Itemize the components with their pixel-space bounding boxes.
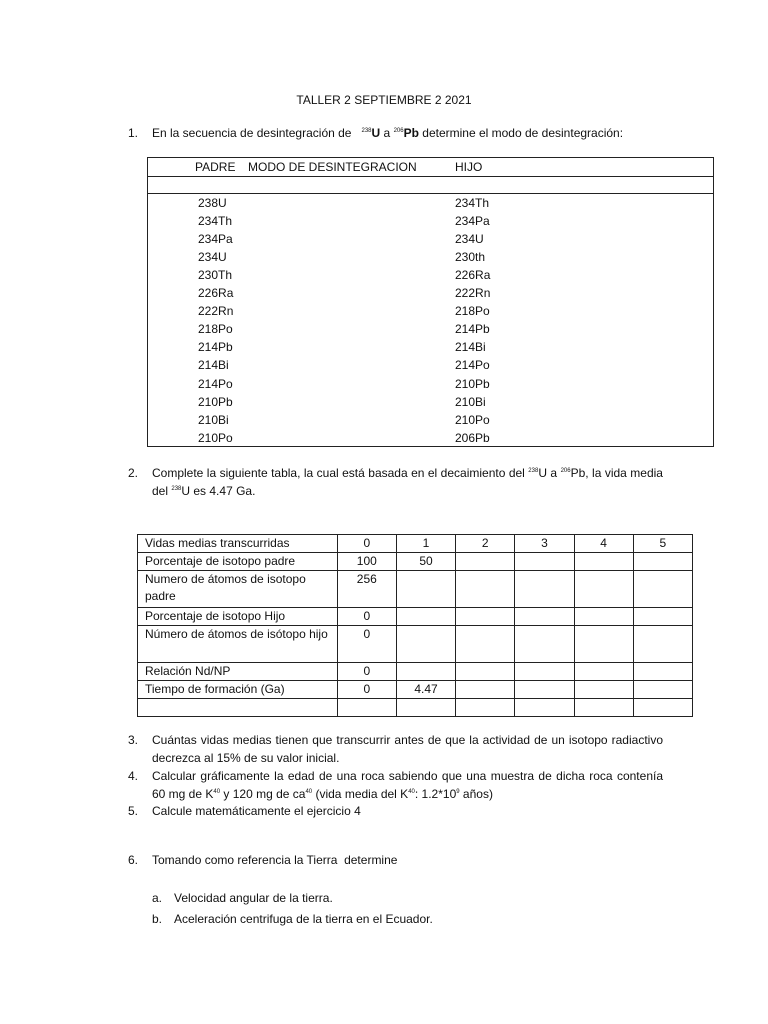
value-cell: 0: [337, 535, 396, 553]
daughter-isotope-cell: 234U: [455, 232, 484, 247]
question-text: (vida media del K: [312, 787, 409, 801]
value-cell: [337, 699, 396, 717]
isotope-mass: 238: [528, 468, 539, 474]
parent-isotope-cell: 238U: [198, 196, 227, 210]
isotope-symbol: U a: [538, 466, 558, 480]
parent-isotope-cell: 230Th: [198, 268, 233, 283]
question-text: y 120 mg de ca: [220, 787, 306, 801]
value-cell: [574, 626, 633, 663]
value-cell: [633, 699, 692, 717]
parent-isotope-cell: 210Bi: [198, 412, 229, 427]
daughter-isotope-cell: 206Pb: [455, 430, 490, 445]
value-cell: [515, 553, 574, 571]
value-cell: 4: [574, 535, 633, 553]
isotope-symbol: Pb, la vida media del: [152, 466, 663, 498]
daughter-isotope-cell: 230th: [455, 250, 486, 265]
question-number: 3.: [128, 733, 139, 747]
table-row: [138, 553, 693, 571]
value-cell: [456, 608, 515, 626]
question-4: [128, 767, 663, 803]
page-title: TALLER 2 SEPTIEMBRE 2 2021: [296, 93, 472, 107]
value-cell: [515, 571, 574, 608]
value-cell: [633, 663, 692, 681]
daughter-isotope-cell: 214Bi: [455, 340, 486, 355]
value-cell: [574, 681, 633, 699]
daughter-isotope-cell: 210Pb: [455, 376, 490, 391]
question-number: 1.: [128, 126, 139, 140]
value-cell: 2: [456, 535, 515, 553]
value-cell: [396, 663, 455, 681]
row-label-cell: Tiempo de formación (Ga): [138, 681, 338, 699]
daughter-isotope-cell: 214Po: [455, 358, 490, 373]
question-text: Calcular gráficamente la edad de una roca sabiendo que una muestra de dicha roca contenía 60 mg de K: [152, 769, 663, 801]
parent-isotope-cell: 210Pb: [198, 394, 233, 409]
row-label-cell: Porcentaje de isotopo padre: [138, 553, 338, 571]
isotope-symbol: U: [371, 126, 381, 140]
column-header-padre: PADRE: [195, 160, 236, 174]
value-cell: [515, 608, 574, 626]
table-row: [138, 571, 693, 608]
question-text: Cuántas vidas medias tienen que transcurrir antes de que la actividad de un isotopo radiactivo decrezca al 15% de su valor inicial.: [152, 733, 663, 765]
parent-isotope-cell: 234Pa: [198, 232, 233, 247]
value-cell: 0: [337, 681, 396, 699]
isotope-mass: 206: [393, 128, 404, 134]
value-cell: [396, 699, 455, 717]
row-label-cell: [138, 699, 338, 717]
value-cell: [574, 571, 633, 608]
column-header-hijo: HIJO: [455, 160, 483, 174]
question-2: [128, 464, 663, 500]
value-cell: [633, 626, 692, 663]
row-label-cell: Número de átomos de isótopo hijo: [138, 626, 338, 663]
value-cell: 3: [515, 535, 574, 553]
question-text: Tomando como referencia la Tierra determine: [152, 853, 398, 867]
value-cell: [574, 699, 633, 717]
question-text: Complete la siguiente tabla, la cual está basada en el decaimiento del: [152, 466, 525, 480]
superscript: 9: [456, 789, 460, 795]
question-number: 4.: [128, 769, 139, 783]
value-cell: [574, 608, 633, 626]
value-cell: 256: [337, 571, 396, 608]
row-label-cell: Porcentaje de isotopo Hijo: [138, 608, 338, 626]
value-cell: [396, 571, 455, 608]
value-cell: [456, 681, 515, 699]
table-header-row: [138, 535, 693, 553]
parent-isotope-cell: 226Ra: [198, 286, 234, 301]
superscript: 40: [408, 789, 415, 795]
question-6: [128, 851, 663, 869]
superscript: 40: [213, 789, 221, 795]
value-cell: [515, 699, 574, 717]
value-cell: [396, 608, 455, 626]
value-cell: 4.47: [396, 681, 455, 699]
value-cell: [456, 571, 515, 608]
value-cell: [633, 681, 692, 699]
sub-item-text: Aceleración centrifuga de la tierra en el Ecuador.: [174, 912, 433, 926]
question-number: 6.: [128, 853, 139, 867]
decay-sequence-table: [147, 157, 714, 447]
value-cell: [456, 626, 515, 663]
question-number: 2.: [128, 466, 139, 480]
sub-item-letter: b.: [152, 912, 163, 926]
question-text: U es 4.47 Ga.: [181, 484, 256, 498]
row-label-cell: Relación Nd/NP: [138, 663, 338, 681]
isotope-symbol: Pb: [403, 126, 419, 140]
question-text: En la secuencia de desintegración de: [152, 126, 352, 140]
parent-isotope-cell: 234Th: [198, 214, 233, 229]
row-label-cell: Vidas medias transcurridas: [138, 535, 338, 553]
sub-item-text: Velocidad angular de la tierra.: [174, 891, 333, 905]
value-cell: [456, 699, 515, 717]
value-cell: [456, 553, 515, 571]
question-5: [128, 802, 663, 820]
value-cell: [515, 663, 574, 681]
question-text: : 1.2*10: [414, 787, 457, 801]
table-row: [138, 626, 693, 663]
parent-isotope-cell: 214Bi: [198, 358, 229, 373]
value-cell: [633, 608, 692, 626]
table-divider: [148, 176, 713, 177]
daughter-isotope-cell: 234Th: [455, 196, 490, 210]
value-cell: 0: [337, 663, 396, 681]
value-cell: [574, 663, 633, 681]
parent-isotope-cell: 214Pb: [198, 340, 233, 355]
daughter-isotope-cell: 234Pa: [455, 214, 490, 229]
table-row: [138, 663, 693, 681]
question-text: Calcule matemáticamente el ejercicio 4: [152, 804, 361, 818]
question-text: años): [459, 787, 493, 801]
value-cell: [515, 626, 574, 663]
parent-isotope-cell: 222Rn: [198, 304, 234, 319]
value-cell: 1: [396, 535, 455, 553]
column-header-modo: MODO DE DESINTEGRACION: [248, 160, 417, 174]
connector-text: a: [383, 126, 391, 140]
question-number: 5.: [128, 804, 139, 818]
parent-isotope-cell: 234U: [198, 250, 227, 265]
value-cell: [633, 553, 692, 571]
isotope-mass: 238: [361, 128, 372, 134]
row-label-cell: Numero de átomos de isotopo padre: [138, 571, 338, 608]
value-cell: [396, 626, 455, 663]
value-cell: 100: [337, 553, 396, 571]
daughter-isotope-cell: 222Rn: [455, 286, 491, 301]
table-row: [138, 608, 693, 626]
parent-isotope-cell: 218Po: [198, 322, 233, 337]
daughter-isotope-cell: 218Po: [455, 304, 490, 319]
value-cell: [456, 663, 515, 681]
value-cell: 0: [337, 626, 396, 663]
parent-isotope-cell: 210Po: [198, 430, 233, 445]
daughter-isotope-cell: 214Pb: [455, 322, 490, 337]
value-cell: 5: [633, 535, 692, 553]
value-cell: [515, 681, 574, 699]
isotope-mass: 206: [560, 468, 571, 474]
isotope-mass: 238: [171, 486, 182, 492]
parent-isotope-cell: 214Po: [198, 376, 233, 391]
question-3: [128, 731, 663, 767]
superscript: 40: [305, 789, 313, 795]
sub-item-letter: a.: [152, 891, 163, 905]
question-1: [128, 124, 663, 142]
daughter-isotope-cell: 210Po: [455, 412, 490, 427]
table-row: [138, 699, 693, 717]
question-text: determine el modo de desintegración:: [422, 126, 624, 140]
daughter-isotope-cell: 226Ra: [455, 268, 491, 283]
table-divider: [148, 193, 713, 194]
value-cell: 50: [396, 553, 455, 571]
half-life-table: [137, 534, 693, 717]
table-row: [138, 681, 693, 699]
daughter-isotope-cell: 210Bi: [455, 394, 486, 409]
value-cell: 0: [337, 608, 396, 626]
value-cell: [633, 571, 692, 608]
value-cell: [574, 553, 633, 571]
